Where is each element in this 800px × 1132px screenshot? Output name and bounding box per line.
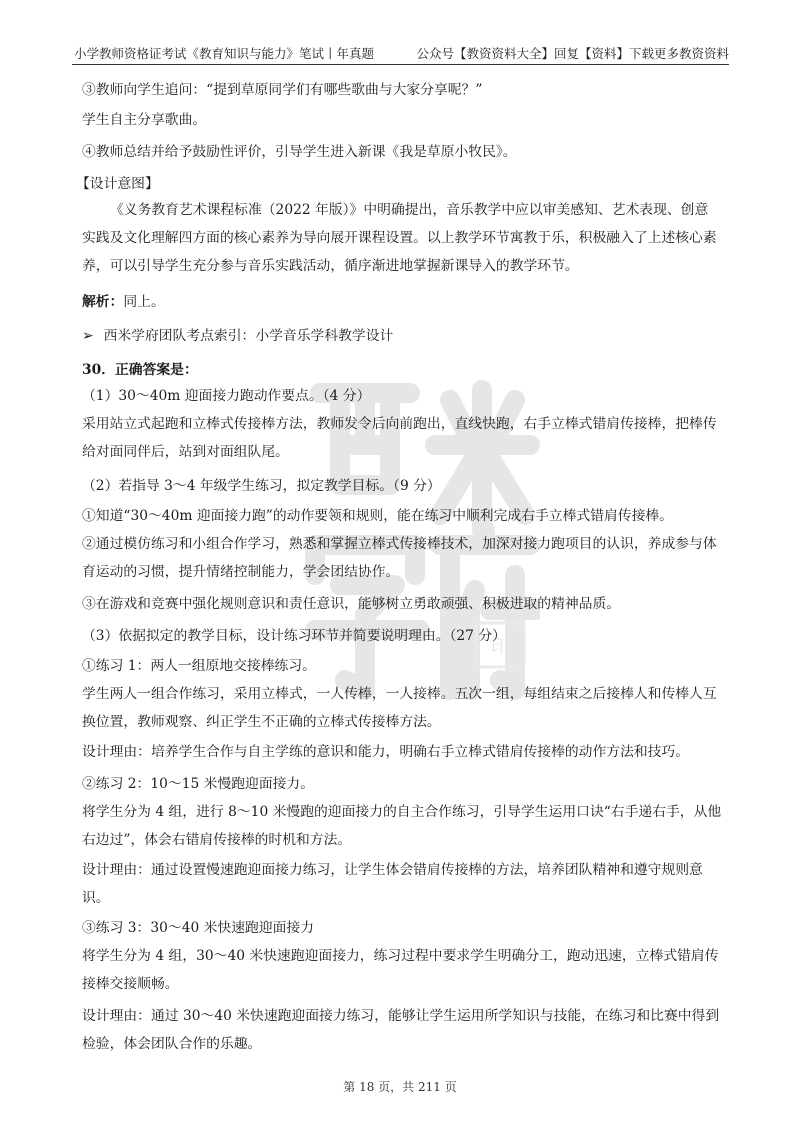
part-3-heading: （3）依据拟定的教学目标，设计练习环节并简要说明理由。（27 分）: [82, 628, 506, 644]
exam-point-index: [82, 326, 722, 346]
page-number-footer: 第 18 页，共 211 页: [343, 1080, 457, 1094]
exercise-2-reason: 设计理由：通过设置慢速跑迎面接力练习，让学生体会错肩传接棒的方法，培养团队精神和遵守规则意识。: [82, 862, 703, 906]
design-intent-text: 《义务教育艺术课程标准（2022 年版）》中明确提出，音乐教学中应以审美感知、艺术表现、创意实践及文化理解四方面的核心素养为导向展开课程设置。以上教学环节寓教于乐，积极融入了上述核心素养，可以引导学生充分参与音乐实践活动，循序渐进地掌握新课导入的教学环节。: [82, 202, 717, 274]
analysis-line: [82, 292, 722, 312]
objective-3: ③在游戏和竞赛中强化规则意识和责任意识，能够树立勇敢顽强、积极进取的精神品质。: [82, 596, 621, 612]
step-4-summary: ④教师总结并给予鼓励性评价，引导学生进入新课《我是草原小牧民》。: [82, 144, 517, 160]
part-2-heading: （2）若指导 3～4 年级学生练习，拟定教学目标。（9 分）: [82, 478, 441, 494]
step-3-response: 学生自主分享歌曲。: [82, 112, 207, 128]
question-30-header: [82, 360, 722, 380]
design-intent-heading: 【设计意图】: [76, 176, 159, 192]
part-1-text: 采用站立式起跑和立棒式传接棒方法，教师发令后向前跑出，直线快跑，右手立棒式错肩传接棒，把棒传给对面同伴后，站到对面组队尾。: [82, 416, 717, 460]
exercise-1-reason: 设计理由：培养学生合作与自主学练的意识和能力，明确右手立棒式错肩传接棒的动作方法和技巧。: [82, 744, 690, 760]
objective-1: ①知道“30～40m 迎面接力跑”的动作要领和规则，能在练习中顺利完成右手立棒式错肩传接棒。: [82, 508, 673, 524]
part-1-heading: （1）30～40m 迎面接力跑动作要点。（4 分）: [82, 388, 371, 404]
exercise-3-text: 将学生分为 4 组，30～40 米快速跑迎面接力，练习过程中要求学生明确分工，跑动迅速，立棒式错肩传接棒交接顺畅。: [82, 948, 719, 992]
exercise-1-title: ①练习 1：两人一组原地交接棒练习。: [82, 658, 316, 674]
exercise-1-text: 学生两人一组合作练习，采用立棒式，一人传棒，一人接棒。五次一组，每组结束之后接棒人和传棒人互换位置，教师观察、纠正学生不正确的立棒式传接棒方法。: [82, 686, 717, 730]
exercise-2-text: 将学生分为 4 组，进行 8～10 米慢跑的迎面接力的自主合作练习，引导学生运用口诀“右手递右手，从他右边过”，体会右错肩传接棒的时机和方法。: [82, 804, 722, 848]
exercise-3-title: ③练习 3：30～40 米快速跑迎面接力: [82, 920, 315, 936]
header-promo-text: 公众号【教资资料大全】回复【资料】下载更多教资资料: [416, 46, 729, 61]
exam-point-text: 西米学府团队考点索引：小学音乐学科教学设计: [103, 328, 394, 344]
header-exam-title: 小学教师资格证考试《教育知识与能力》笔试丨年真题: [74, 46, 375, 61]
exercise-3-reason: 设计理由：通过 30～40 米快速跑迎面接力练习，能够让学生运用所学知识与技能，在练习和比赛中得到检验，体会团队合作的乐趣。: [82, 1008, 720, 1052]
arrow-bullet-icon: ➢: [82, 328, 94, 344]
objective-2: ②通过模仿练习和小组合作学习，熟悉和掌握立棒式传接棒技术，加深对接力跑项目的认识，养成参与体育运动的习惯，提升情绪控制能力，学会团结协作。: [82, 536, 717, 580]
exercise-2-title: ②练习 2：10～15 米慢跑迎面接力。: [82, 776, 315, 792]
svg-text:印: 印: [491, 637, 509, 658]
analysis-label: 解析：: [82, 294, 124, 310]
page-header: [72, 44, 729, 65]
answer-label: 正确答案是：: [115, 362, 198, 378]
analysis-text: 同上。: [123, 294, 165, 310]
step-3-question: ③教师向学生追问：“提到草原同学们有哪些歌曲与大家分享呢？”: [82, 82, 483, 98]
question-number: 30．: [82, 362, 115, 378]
